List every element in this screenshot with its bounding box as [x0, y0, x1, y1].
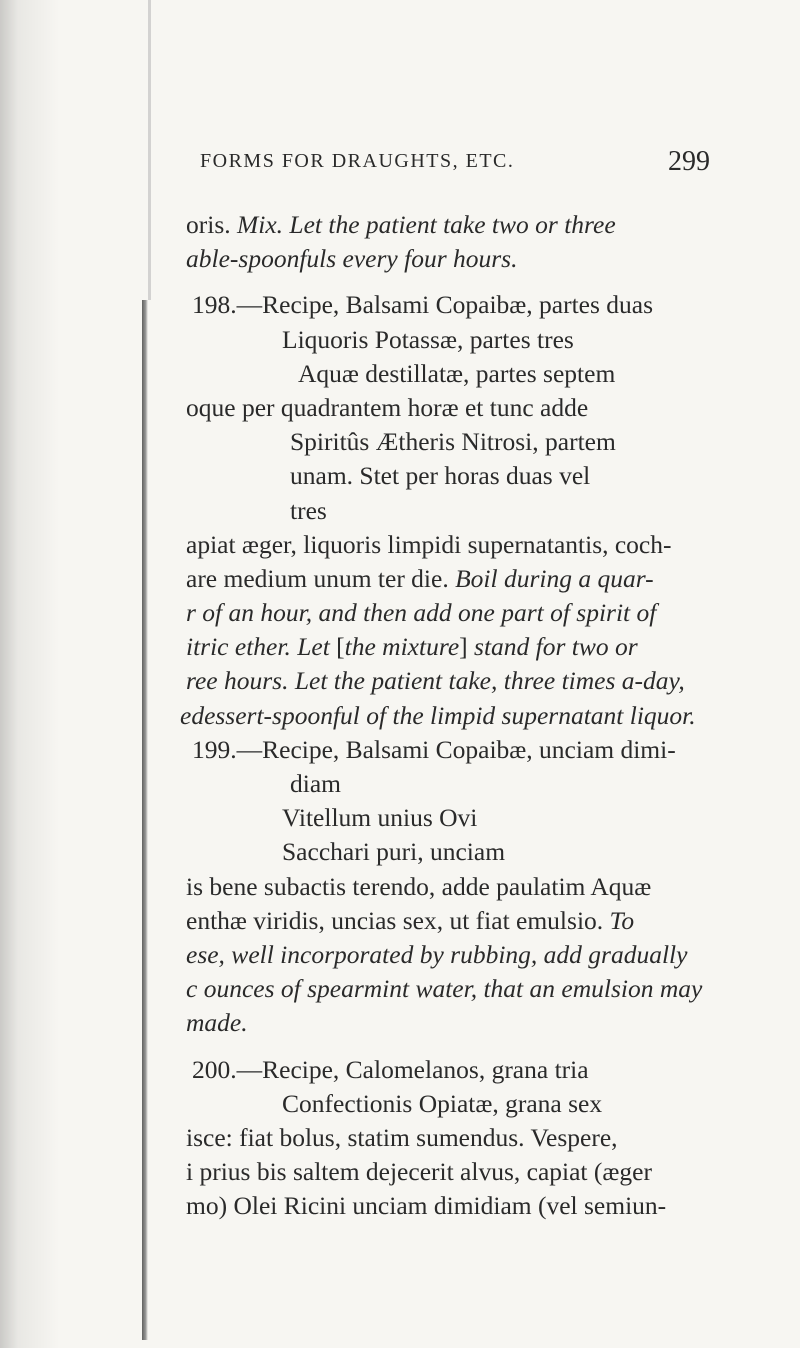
text-run: Liquoris Potassæ, partes tres	[282, 324, 574, 354]
text-run: edessert-spoonful of the limpid supernatant liquor.	[180, 700, 696, 730]
text-run: apiat æger, liquoris limpidi supernatantis, coch-	[186, 529, 672, 559]
text-run: Mix. Let the patient take two or three	[237, 210, 616, 239]
text-line	[162, 391, 752, 425]
recipe-199-heading	[162, 733, 752, 767]
text-run: oque per quadrantem horæ et tunc adde	[186, 392, 589, 422]
gutter-edge-dark	[142, 300, 148, 1340]
text-line	[162, 938, 752, 972]
text-run: Aquæ destillatæ, partes septem	[298, 358, 616, 388]
text-line	[162, 801, 752, 835]
text-run: [	[336, 632, 345, 662]
text-run: ]	[459, 632, 468, 662]
text-run: To	[609, 905, 635, 935]
text-line	[162, 699, 752, 733]
text-line	[162, 425, 752, 459]
text-run: are medium unum ter die.	[186, 563, 456, 593]
text-line	[162, 1087, 752, 1121]
text-line	[162, 767, 752, 801]
page-number: 299	[668, 146, 710, 177]
text-run: oris.	[186, 210, 237, 239]
text-run: itric ether. Let	[186, 632, 337, 662]
text-run: ree hours. Let the patient take, three times a-day,	[186, 666, 685, 696]
text-run: Boil during a quar-	[455, 563, 654, 593]
text-line	[162, 357, 752, 391]
text-line	[162, 835, 752, 869]
text-line	[162, 323, 752, 357]
page-body	[162, 208, 752, 1223]
binding-shadow	[0, 0, 150, 1348]
text-run: i prius bis saltem dejecerit alvus, capiat (æger	[186, 1157, 652, 1187]
text-line	[162, 208, 752, 242]
text-line	[162, 664, 752, 698]
text-run: unam. Stet per horas duas vel	[290, 461, 591, 491]
text-run: stand for two or	[467, 632, 638, 662]
text-line	[162, 1189, 752, 1223]
running-head: FORMS FOR DRAUGHTS, ETC.	[200, 150, 515, 172]
text-run: made.	[186, 1008, 248, 1038]
recipe-198-heading	[162, 288, 752, 322]
text-run: mo) Olei Ricini unciam dimidiam (vel semiun-	[186, 1191, 667, 1221]
text-line	[162, 562, 752, 596]
page-header	[200, 146, 710, 180]
text-line	[162, 1121, 752, 1155]
text-run: ese, well incorporated by rubbing, add gradually	[186, 939, 688, 969]
text-line	[162, 1006, 752, 1040]
text-run: able-spoonfuls every four hours.	[186, 244, 518, 274]
text-run: isce: fiat bolus, statim sumendus. Vespere,	[186, 1122, 618, 1152]
text-run: 198.—Recipe, Balsami Copaibæ, partes duas	[192, 290, 654, 320]
text-line	[162, 494, 752, 528]
text-line	[162, 1155, 752, 1189]
text-run: Sacchari puri, unciam	[282, 837, 506, 867]
text-line	[162, 630, 752, 664]
text-run: enthæ viridis, uncias sex, ut fiat emulsio.	[186, 905, 610, 935]
gutter-edge	[148, 0, 151, 300]
text-run: 200.—Recipe, Calomelanos, grana tria	[192, 1054, 589, 1084]
text-run: Spiritûs Ætheris Nitrosi, partem	[290, 427, 616, 457]
text-run: 199.—Recipe, Balsami Copaibæ, unciam dimi-	[192, 734, 676, 764]
text-line	[162, 459, 752, 493]
text-run: r of an hour, and then add one part of spirit of	[186, 598, 657, 628]
text-run: Confectionis Opiatæ, grana sex	[282, 1088, 603, 1118]
text-line	[162, 528, 752, 562]
text-run: c ounces of spearmint water, that an emulsion may	[186, 974, 703, 1004]
text-run: the mixture	[344, 632, 460, 662]
recipe-200-heading	[162, 1053, 752, 1087]
text-line	[162, 972, 752, 1006]
text-run: Vitellum unius Ovi	[282, 803, 478, 833]
text-line	[162, 242, 752, 276]
text-line	[162, 596, 752, 630]
text-run: is bene subactis terendo, adde paulatim Aquæ	[186, 871, 652, 901]
text-run: tres	[290, 495, 327, 525]
text-line	[162, 904, 752, 938]
text-line	[162, 870, 752, 904]
text-run: diam	[290, 769, 341, 798]
